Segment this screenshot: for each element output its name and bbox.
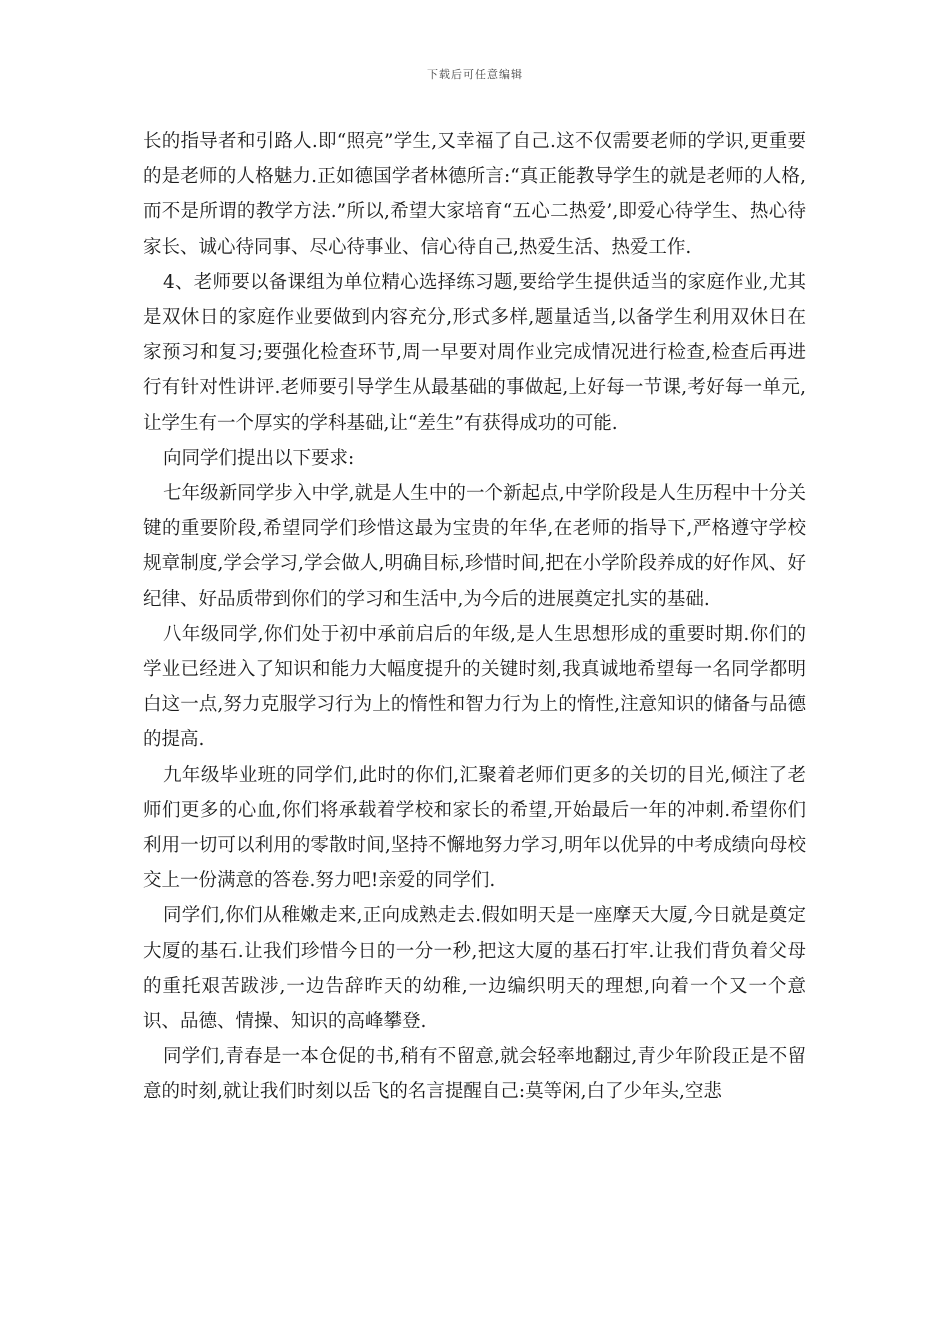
paragraph-2: 4、老师要以备课组为单位精心选择练习题,要给学生提供适当的家庭作业,尤其是双休日的家庭作业要做到内容充分,形式多样,题量适当,以备学生利用双休日在家预习和复习;要强化检查环节,周一早要对周作业完成情况进行检查,检查后再进行有针对性讲评.老师要引导学生从最基础的事做起,上好每一节课,考好每一单元,让学生有一个厚实的学科基础,让“差生”有获得成功的可能. <box>143 271 806 434</box>
paragraph-6: 九年级毕业班的同学们,此时的你们,汇聚着老师们更多的关切的目光,倾注了老师们更多的心血,你们将承载着学校和家长的希望,开始最后一年的冲刺.希望你们利用一切可以利用的零散时间,坚持不懈地努力学习,明年以优异的中考成绩向母校交上一份满意的答卷.努力吧!亲爱的同学们. <box>143 764 806 892</box>
paragraph-4: 七年级新同学步入中学,就是人生中的一个新起点,中学阶段是人生历程中十分关键的重要阶段,希望同学们珍惜这最为宝贵的年华,在老师的指导下,严格遵守学校规章制度,学会学习,学会做人,明确目标,珍惜时间,把在小学阶段养成的好作风、好纪律、好品质带到你们的学习和生活中,为今后的进展奠定扎实的基础. <box>143 483 806 610</box>
page-header: 下载后可任意编辑 <box>427 68 523 81</box>
paragraph-3: 向同学们提出以下要求: <box>163 447 355 469</box>
paragraph-8: 同学们,青春是一本仓促的书,稍有不留意,就会轻率地翻过,青少年阶段正是不留意的时刻,就让我们时刻以岳飞的名言提醒自己:莫等闲,白了少年头,空悲 <box>143 1046 806 1103</box>
paragraph-7: 同学们,你们从稚嫩走来,正向成熟走去.假如明天是一座摩天大厦,今日就是奠定大厦的基石.让我们珍惜今日的一分一秒,把这大厦的基石打牢.让我们背负着父母的重托艰苦跋涉,一边告辞昨天的幼稚,一边编织明天的理想,向着一个又一个意识、品德、情操、知识的高峰攀登. <box>143 905 806 1033</box>
paragraph-1: 长的指导者和引路人.即“照亮”学生,又幸福了自己.这不仅需要老师的学识,更重要的是老师的人格魅力.正如德国学者林德所言:“真正能教导学生的就是老师的人格,而不是所谓的教学方法.”所以,希望大家培育“五心二热爱’,即爱心待学生、热心待家长、诚心待同事、尽心待事业、信心待自己,热爱生活、热爱工作. <box>143 131 806 258</box>
document-body <box>143 124 806 1110</box>
paragraph-5: 八年级同学,你们处于初中承前启后的年级,是人生思想形成的重要时期.你们的学业已经进入了知识和能力大幅度提升的关键时刻,我真诚地希望每一名同学都明白这一点,努力克服学习行为上的惰性和智力行为上的惰性,注意知识的储备与品德的提高. <box>143 623 806 751</box>
